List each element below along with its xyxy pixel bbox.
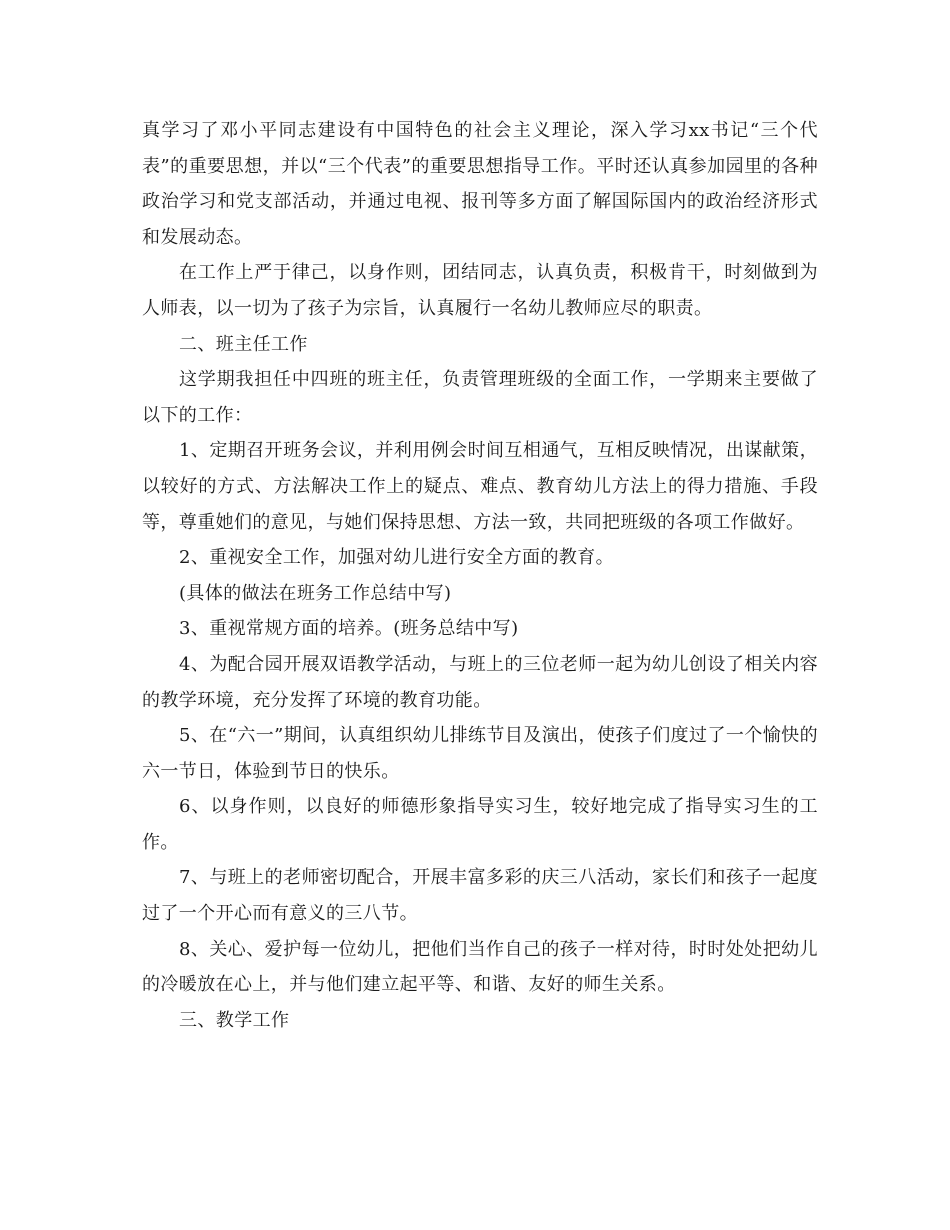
list-item-8: 8、关心、爱护每一位幼儿，把他们当作自己的孩子一样对待，时时处处把幼儿的冷暖放在心上，并与他们建立起平等、和谐、友好的师生关系。 xyxy=(142,938,818,996)
section-heading-teaching: 三、教学工作 xyxy=(179,1009,290,1031)
paragraph-3: 这学期我担任中四班的班主任，负责管理班级的全面工作，一学期来主要做了以下的工作： xyxy=(142,369,818,426)
list-item-6: 6、以身作则，以良好的师德形象指导实习生，较好地完成了指导实习生的工作。 xyxy=(142,796,818,853)
list-item-3: 3、重视常规方面的培养。(班务总结中写) xyxy=(179,618,519,640)
list-item-5: 5、在“六一”期间，认真组织幼儿排练节目及演出，使孩子们度过了一个愉快的六一节日，体验到节日的快乐。 xyxy=(142,725,818,782)
list-item-4: 4、为配合园开展双语教学活动，与班上的三位老师一起为幼儿创设了相关内容的教学环境，充分发挥了环境的教育功能。 xyxy=(142,653,818,711)
list-item-1: 1、定期召开班务会议，并利用例会时间互相通气，互相反映情况，出谋献策，以较好的方式、方法解决工作上的疑点、难点、教育幼儿方法上的得力措施、手段等，尊重她们的意见，与她们保持思想、方法一致，共同把班级的各项工作做好。 xyxy=(142,440,818,533)
list-item-7: 7、与班上的老师密切配合，开展丰富多彩的庆三八活动，家长们和孩子一起度过了一个开心而有意义的三八节。 xyxy=(142,867,818,925)
paragraph-1: 真学习了邓小平同志建设有中国特色的社会主义理论，深入学习xx书记“三个代表”的重要思想，并以“三个代表”的重要思想指导工作。平时还认真参加园里的各种政治学习和党支部活动，并通过电视、报刊等多方面了解国际国内的政治经济形式和发展动态。 xyxy=(142,120,818,248)
document-body xyxy=(142,113,818,1038)
list-item-2: 2、重视安全工作，加强对幼儿进行安全方面的教育。 xyxy=(179,547,615,569)
section-heading-class-teacher: 二、班主任工作 xyxy=(179,333,308,355)
list-item-2-note: (具体的做法在班务工作总结中写) xyxy=(179,582,452,604)
paragraph-2: 在工作上严于律己，以身作则，团结同志，认真负责，积极肯干，时刻做到为人师表，以一切为了孩子为宗旨，认真履行一名幼儿教师应尽的职责。 xyxy=(142,262,818,319)
